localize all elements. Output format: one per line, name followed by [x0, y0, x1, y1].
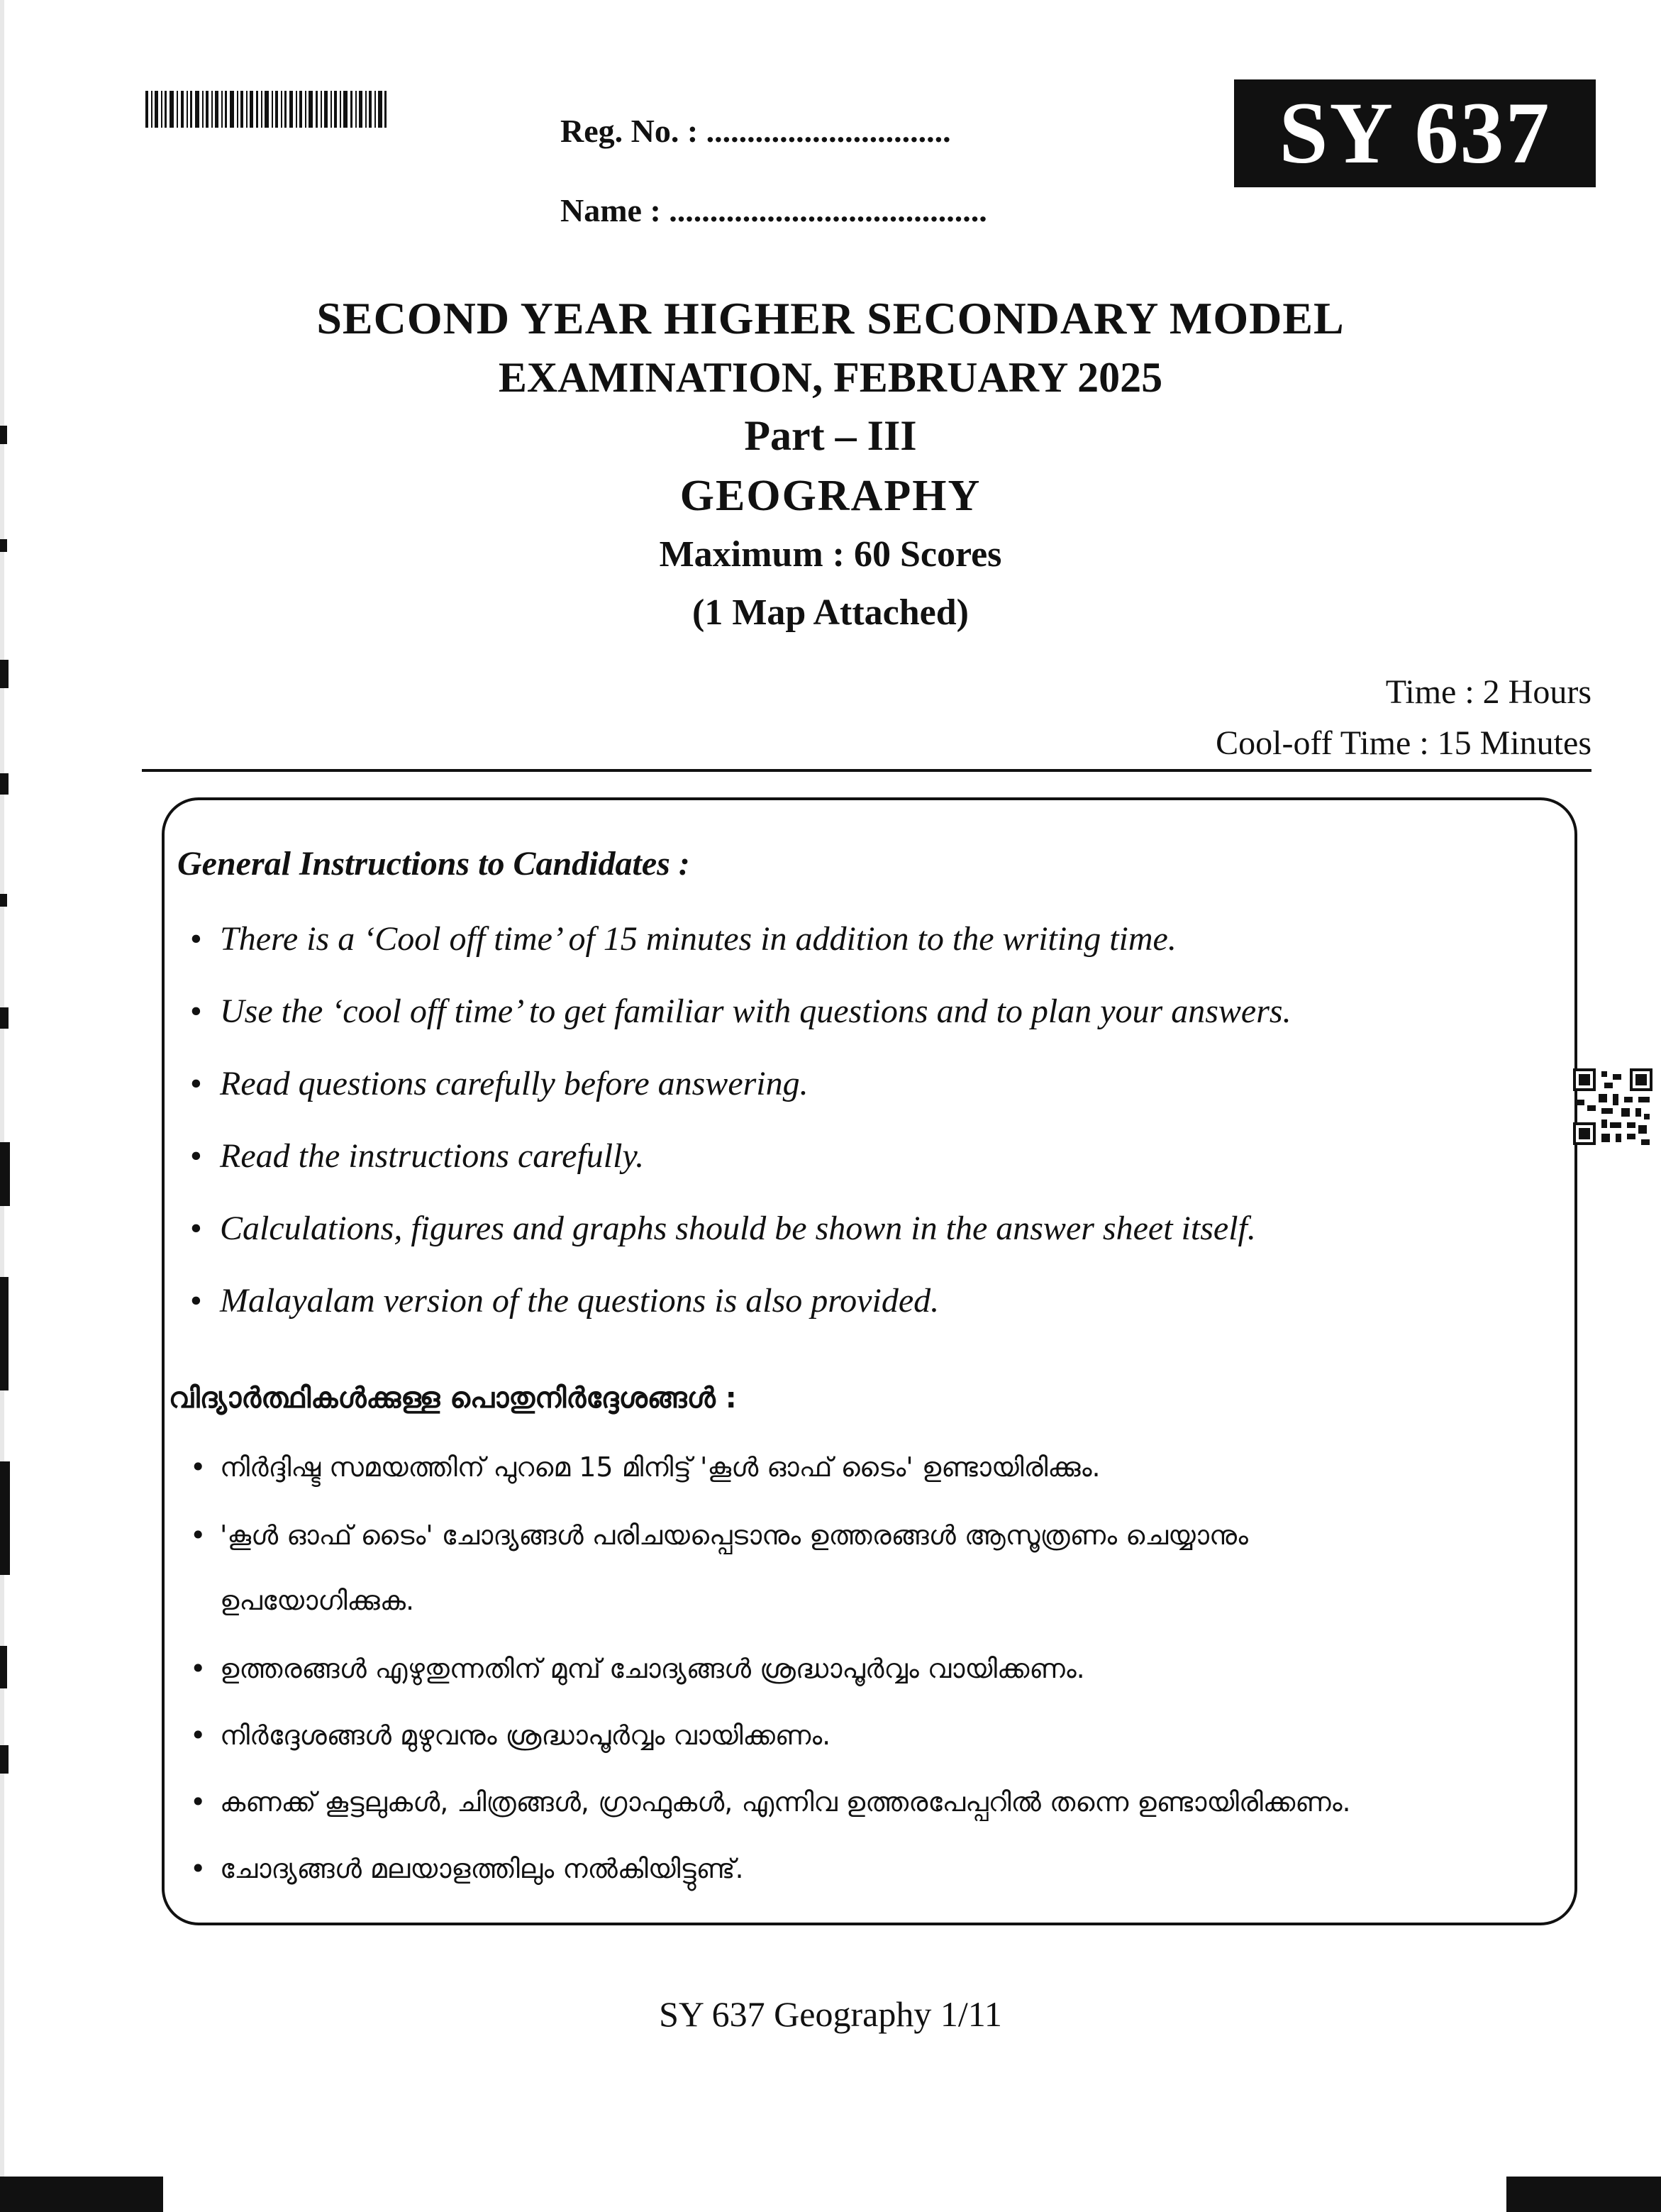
- instruction-en-item: • Read the instructions carefully.: [190, 1137, 645, 1175]
- exam-title-line-1: SECOND YEAR HIGHER SECONDARY MODEL: [316, 293, 1345, 343]
- scan-edge-mark: [0, 894, 7, 907]
- maximum-score: Maximum : 60 Scores: [659, 534, 1002, 575]
- scan-edge-mark: [0, 1277, 9, 1390]
- exam-title-line-2: EXAMINATION, FEBRUARY 2025: [498, 354, 1163, 401]
- bullet-icon: •: [190, 1853, 206, 1884]
- instruction-ml-item: • നിർദ്ദിഷ്ട സമയത്തിന് പുറമെ 15 മിനിട്ട് 'കൂൾ ഓഫ് ടൈം' ഉണ്ടായിരിക്കും.: [190, 1451, 1101, 1483]
- exam-time: Time : 2 Hours: [1385, 673, 1591, 711]
- page-footer: SY 637 Geography 1/11: [659, 1994, 1002, 2034]
- name-field: Name : .......................................: [560, 192, 987, 228]
- bullet-icon: •: [190, 1065, 202, 1102]
- bullet-icon: •: [190, 1786, 206, 1818]
- scan-bottom-bar-left: [0, 2177, 163, 2212]
- instruction-ml-item-continued: ഉപയോഗിക്കുക.: [220, 1585, 415, 1616]
- bullet-icon: •: [190, 1520, 206, 1551]
- scan-edge-mark: [0, 1745, 9, 1774]
- cool-off-time: Cool-off Time : 15 Minutes: [1216, 724, 1591, 762]
- instruction-ml-item: • ചോദ്യങ്ങൾ മലയാളത്തിലും നൽകിയിട്ടുണ്ട്.: [190, 1853, 744, 1884]
- bullet-icon: •: [190, 1282, 202, 1320]
- scan-edge-mark: [0, 1646, 7, 1688]
- instruction-en-item: • Use the ‘cool off time’ to get familiar with questions and to plan your answers.: [190, 992, 1291, 1030]
- instructions-box: [162, 797, 1577, 1925]
- exam-part: Part – III: [744, 412, 917, 459]
- bullet-icon: •: [190, 1653, 206, 1684]
- qr-code-icon: [1573, 1068, 1652, 1145]
- instruction-en-item: • Calculations, figures and graphs should be shown in the answer sheet itself.: [190, 1210, 1256, 1247]
- map-attached-note: (1 Map Attached): [692, 592, 969, 633]
- scan-edge-mark: [0, 1461, 10, 1575]
- bullet-icon: •: [190, 992, 202, 1030]
- exam-subject: GEOGRAPHY: [679, 472, 982, 520]
- reg-no-field: Reg. No. : ..............................: [560, 113, 951, 149]
- instruction-ml-item: • 'കൂൾ ഓഫ് ടൈം' ചോദ്യങ്ങൾ പരിചയപ്പെടാനും ഉത്തരങ്ങൾ ആസൂത്രണം ചെയ്യാനും: [190, 1520, 1248, 1551]
- bullet-icon: •: [190, 1210, 202, 1247]
- scan-edge-mark: [0, 1142, 10, 1206]
- scan-edge-mark: [0, 660, 9, 688]
- scan-edge-mark: [0, 773, 9, 795]
- instruction-ml-item: • ഉത്തരങ്ങൾ എഴുതുന്നതിന് മുമ്പ് ചോദ്യങ്ങൾ ശ്രദ്ധാപൂർവ്വം വായിക്കണം.: [190, 1653, 1085, 1684]
- instruction-ml-item: • നിർദ്ദേശങ്ങൾ മുഴുവനും ശ്രദ്ധാപൂർവ്വം വായിക്കണം.: [190, 1720, 831, 1751]
- paper-code-badge: SY 637: [1234, 79, 1596, 187]
- barcode-icon: [145, 91, 387, 128]
- instruction-en-item: • Malayalam version of the questions is also provided.: [190, 1282, 940, 1320]
- bullet-icon: •: [190, 1720, 206, 1751]
- instruction-en-item: • There is a ‘Cool off time’ of 15 minutes in addition to the writing time.: [190, 920, 1177, 958]
- scan-edge-mark: [0, 1007, 9, 1029]
- scan-bottom-bar-right: [1506, 2177, 1661, 2212]
- instruction-en-item: • Read questions carefully before answering.: [190, 1065, 809, 1102]
- bullet-icon: •: [190, 1137, 202, 1175]
- instruction-ml-item: • കണക്ക് കൂട്ടലുകൾ, ചിത്രങ്ങൾ, ഗ്രാഫുകൾ, എന്നിവ ഉത്തരപേപ്പറിൽ തന്നെ ഉണ്ടായിരിക്കണം.: [190, 1786, 1351, 1818]
- instructions-ml-heading: വിദ്യാർത്ഥികൾക്കുള്ള പൊതുനിർദ്ദേശങ്ങൾ :: [169, 1382, 737, 1415]
- bullet-icon: •: [190, 1451, 206, 1483]
- header-divider: [142, 769, 1591, 772]
- bullet-icon: •: [190, 920, 202, 958]
- instructions-en-heading: General Instructions to Candidates :: [177, 845, 690, 883]
